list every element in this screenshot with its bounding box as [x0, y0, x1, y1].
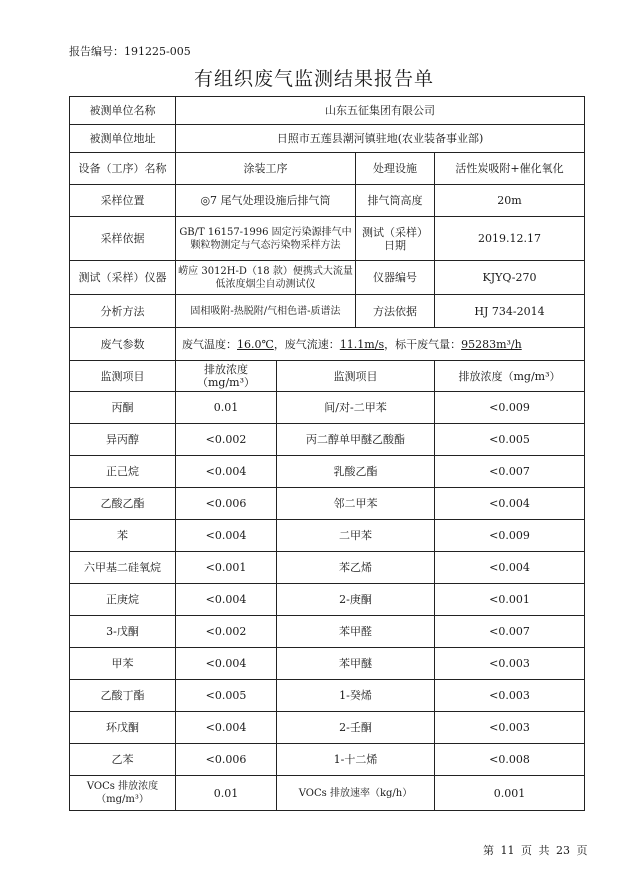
instrument-no-value: KJYQ-270: [435, 261, 585, 295]
result-right-value: <0.009: [435, 520, 585, 552]
unit-name-label: 被测单位名称: [70, 97, 176, 125]
result-left-item: 苯: [70, 520, 176, 552]
result-right-value: <0.004: [435, 552, 585, 584]
unit-name: 山东五征集团有限公司: [176, 97, 585, 125]
report-title: 有组织废气监测结果报告单: [193, 68, 434, 90]
result-right-value: <0.001: [435, 584, 585, 616]
result-left-value: <0.004: [176, 648, 277, 680]
instrument-value: 崂应 3012H-D（18 款）便携式大流量低浓度烟尘自动测试仪: [176, 261, 356, 295]
result-right-item: 1-癸烯: [277, 680, 435, 712]
result-right-value: <0.004: [435, 488, 585, 520]
result-left-item: 乙酸丁酯: [70, 680, 176, 712]
result-right-item: 苯乙烯: [277, 552, 435, 584]
analysis-method-label: 分析方法: [70, 295, 176, 328]
result-left-value: <0.002: [176, 616, 277, 648]
table-row: [70, 392, 585, 424]
result-right-item: 丙二醇单甲醚乙酸酯: [277, 424, 435, 456]
equipment-value: 涂装工序: [176, 153, 356, 185]
results-header-conc-right: 排放浓度（mg/m³）: [435, 361, 585, 392]
result-right-value: <0.007: [435, 616, 585, 648]
result-right-item: 乳酸乙酯: [277, 456, 435, 488]
result-left-value: 0.01: [176, 392, 277, 424]
vocs-rate-value: 0.001: [435, 776, 585, 811]
sampling-position-value: ◎7 尾气处理设施后排气筒: [176, 185, 356, 217]
std-flow: 95283m³/h: [461, 337, 522, 351]
result-left-value: <0.004: [176, 520, 277, 552]
test-date-value: 2019.12.17: [435, 217, 585, 261]
result-left-item: 环戊酮: [70, 712, 176, 744]
table-row: [70, 520, 585, 552]
analysis-method-value: 固相吸附-热脱附/气相色谱-质谱法: [176, 295, 356, 328]
vocs-rate-label: VOCs 排放速率（kg/h）: [277, 776, 435, 811]
result-left-value: <0.006: [176, 744, 277, 776]
vocs-conc-label: VOCs 排放浓度（mg/m³）: [70, 776, 176, 811]
result-left-value: <0.004: [176, 456, 277, 488]
unit-address: 日照市五莲县潮河镇驻地(农业装备事业部): [176, 125, 585, 153]
result-right-item: 苯甲醛: [277, 616, 435, 648]
result-right-item: 二甲苯: [277, 520, 435, 552]
table-row: [70, 552, 585, 584]
table-row: [70, 456, 585, 488]
result-left-item: 丙酮: [70, 392, 176, 424]
sampling-basis-label: 采样依据: [70, 217, 176, 261]
table-row: [70, 616, 585, 648]
result-left-value: <0.006: [176, 488, 277, 520]
result-right-value: <0.003: [435, 648, 585, 680]
gas-params-label: 废气参数: [70, 328, 176, 361]
gas-velocity: 11.1m/s: [339, 337, 385, 351]
result-right-item: 2-庚酮: [277, 584, 435, 616]
table-row: [70, 488, 585, 520]
gas-temp-prefix: 废气温度：: [182, 337, 237, 351]
report-number: 报告编号：191225-005: [69, 45, 191, 58]
std-flow-prefix: ，标干废气量：: [384, 337, 462, 351]
results-header-conc-left: 排放浓度（mg/m³）: [176, 361, 277, 392]
result-right-value: <0.008: [435, 744, 585, 776]
instrument-no-label: 仪器编号: [356, 261, 435, 295]
gas-params-value: [176, 328, 585, 361]
result-right-item: 苯甲醚: [277, 648, 435, 680]
table-row: [70, 712, 585, 744]
gas-temp: 16.0℃: [237, 337, 274, 351]
result-right-value: <0.009: [435, 392, 585, 424]
treatment-value: 活性炭吸附+催化氧化: [435, 153, 585, 185]
result-right-value: <0.003: [435, 712, 585, 744]
result-left-item: 六甲基二硅氧烷: [70, 552, 176, 584]
result-right-item: 邻二甲苯: [277, 488, 435, 520]
result-right-item: 间/对-二甲苯: [277, 392, 435, 424]
result-left-value: <0.004: [176, 584, 277, 616]
result-left-value: <0.002: [176, 424, 277, 456]
vocs-conc-value: 0.01: [176, 776, 277, 811]
method-basis-value: HJ 734-2014: [435, 295, 585, 328]
treatment-label: 处理设施: [356, 153, 435, 185]
result-left-item: 乙酸乙酯: [70, 488, 176, 520]
table-row: [70, 584, 585, 616]
instrument-label: 测试（采样）仪器: [70, 261, 176, 295]
result-right-item: 1-十二烯: [277, 744, 435, 776]
results-header-item-left: 监测项目: [70, 361, 176, 392]
gas-velocity-prefix: ，废气流速：: [273, 337, 340, 351]
result-right-value: <0.005: [435, 424, 585, 456]
page-footer: 第 11 页 共 23 页: [483, 844, 588, 857]
unit-address-label: 被测单位地址: [70, 125, 176, 153]
table-row: [70, 680, 585, 712]
result-left-value: <0.004: [176, 712, 277, 744]
result-left-item: 正庚烷: [70, 584, 176, 616]
sampling-basis-value: GB/T 16157-1996 固定污染源排气中颗粒物测定与气态污染物采样方法: [176, 217, 356, 261]
results-header-item-right: 监测项目: [277, 361, 435, 392]
stack-height-label: 排气筒高度: [356, 185, 435, 217]
table-row: [70, 648, 585, 680]
result-right-value: <0.007: [435, 456, 585, 488]
result-left-item: 乙苯: [70, 744, 176, 776]
result-right-item: 2-壬酮: [277, 712, 435, 744]
result-left-item: 正己烷: [70, 456, 176, 488]
report-table: [69, 96, 585, 811]
table-row: [70, 424, 585, 456]
results-body: [70, 392, 585, 776]
stack-height-value: 20m: [435, 185, 585, 217]
table-row: [70, 744, 585, 776]
test-date-label: 测试（采样）日期: [356, 217, 435, 261]
method-basis-label: 方法依据: [356, 295, 435, 328]
result-left-value: <0.005: [176, 680, 277, 712]
result-left-item: 异丙醇: [70, 424, 176, 456]
result-left-item: 3-戊酮: [70, 616, 176, 648]
result-right-value: <0.003: [435, 680, 585, 712]
equipment-label: 设备（工序）名称: [70, 153, 176, 185]
result-left-item: 甲苯: [70, 648, 176, 680]
result-left-value: <0.001: [176, 552, 277, 584]
sampling-position-label: 采样位置: [70, 185, 176, 217]
